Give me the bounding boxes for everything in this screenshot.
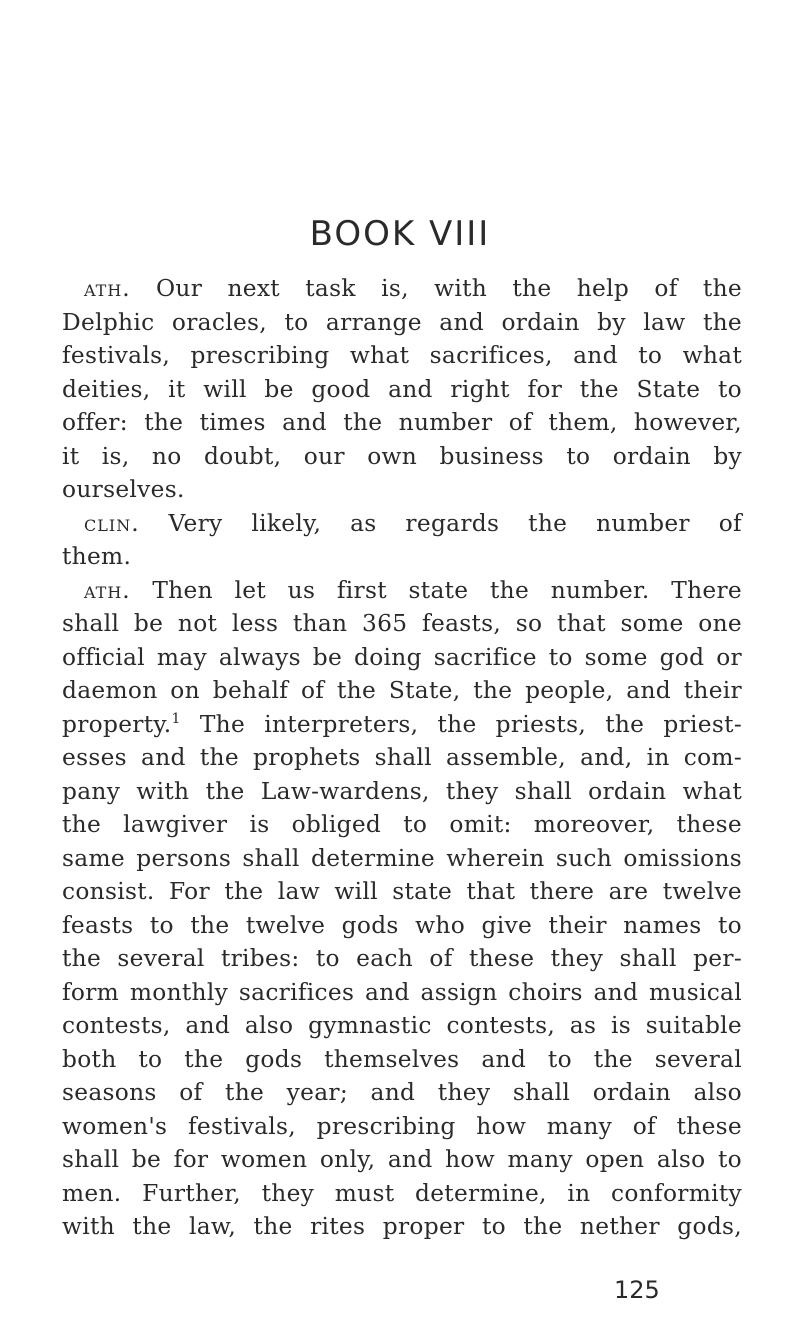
text-line: esses and the prophets shall assemble, and, in com- <box>62 744 742 771</box>
text-line: with the law, the rites proper to the nether gods, <box>62 1213 742 1240</box>
text-line: festivals, prescribing what sacrifices, and to what <box>62 342 742 369</box>
text-line: ath. Then let us first state the number. There <box>84 576 742 604</box>
speaker-ath: ath. <box>84 576 131 604</box>
text-line: official may always be doing sacrifice to some god or <box>62 643 742 671</box>
text-line: shall be for women only, and how many open also to <box>62 1146 742 1173</box>
text-line: ath. Our next task is, with the help of the <box>84 275 742 302</box>
text-line: form monthly sacrifices and assign choirs and musical <box>62 978 742 1006</box>
text-line: women's festivals, prescribing how many of these <box>62 1112 742 1140</box>
text-line: it is, no doubt, our own business to ordain by <box>62 442 742 470</box>
text-line: consist. For the law will state that there are twelve <box>62 878 742 905</box>
text-line: Delphic oracles, to arrange and ordain by law the <box>62 308 742 336</box>
text-line: them. <box>62 543 132 570</box>
text-line: both to the gods themselves and to the several <box>62 1045 742 1073</box>
text-line: same persons shall determine wherein such omissions <box>62 844 742 872</box>
text-line: ourselves. <box>62 476 185 503</box>
text-line: seasons of the year; and they shall ordain also <box>62 1079 742 1106</box>
text-line: contests, and also gymnastic contests, as is suitable <box>62 1012 742 1039</box>
text-line: the several tribes: to each of these they shall per- <box>62 945 742 972</box>
text-line: offer: the times and the number of them, however, <box>62 409 742 436</box>
text-line: feasts to the twelve gods who give their names to <box>62 911 742 939</box>
footnote-marker[interactable]: 1 <box>171 710 181 727</box>
text-line: the lawgiver is obliged to omit: moreover, these <box>62 811 742 838</box>
text-line: pany with the Law-wardens, they shall ordain what <box>62 777 742 805</box>
speaker-ath: ath. <box>84 275 131 302</box>
text-line: shall be not less than 365 feasts, so that some one <box>62 610 742 637</box>
speaker-clin: clin. <box>84 509 140 537</box>
text-line: property.$^1$ The interpreters, the priests, the priest- <box>62 710 742 738</box>
dialogue-body <box>62 272 742 1244</box>
text-line: men. Further, they must determine, in conformity <box>62 1179 742 1207</box>
text-line: clin. Very likely, as regards the number of <box>84 509 742 537</box>
text-line: deities, it will be good and right for the State to <box>62 375 742 403</box>
book-heading: BOOK VIII <box>309 214 491 254</box>
text-line: daemon on behalf of the State, the people, and their <box>62 677 742 704</box>
page-number: 125 <box>614 1276 660 1304</box>
